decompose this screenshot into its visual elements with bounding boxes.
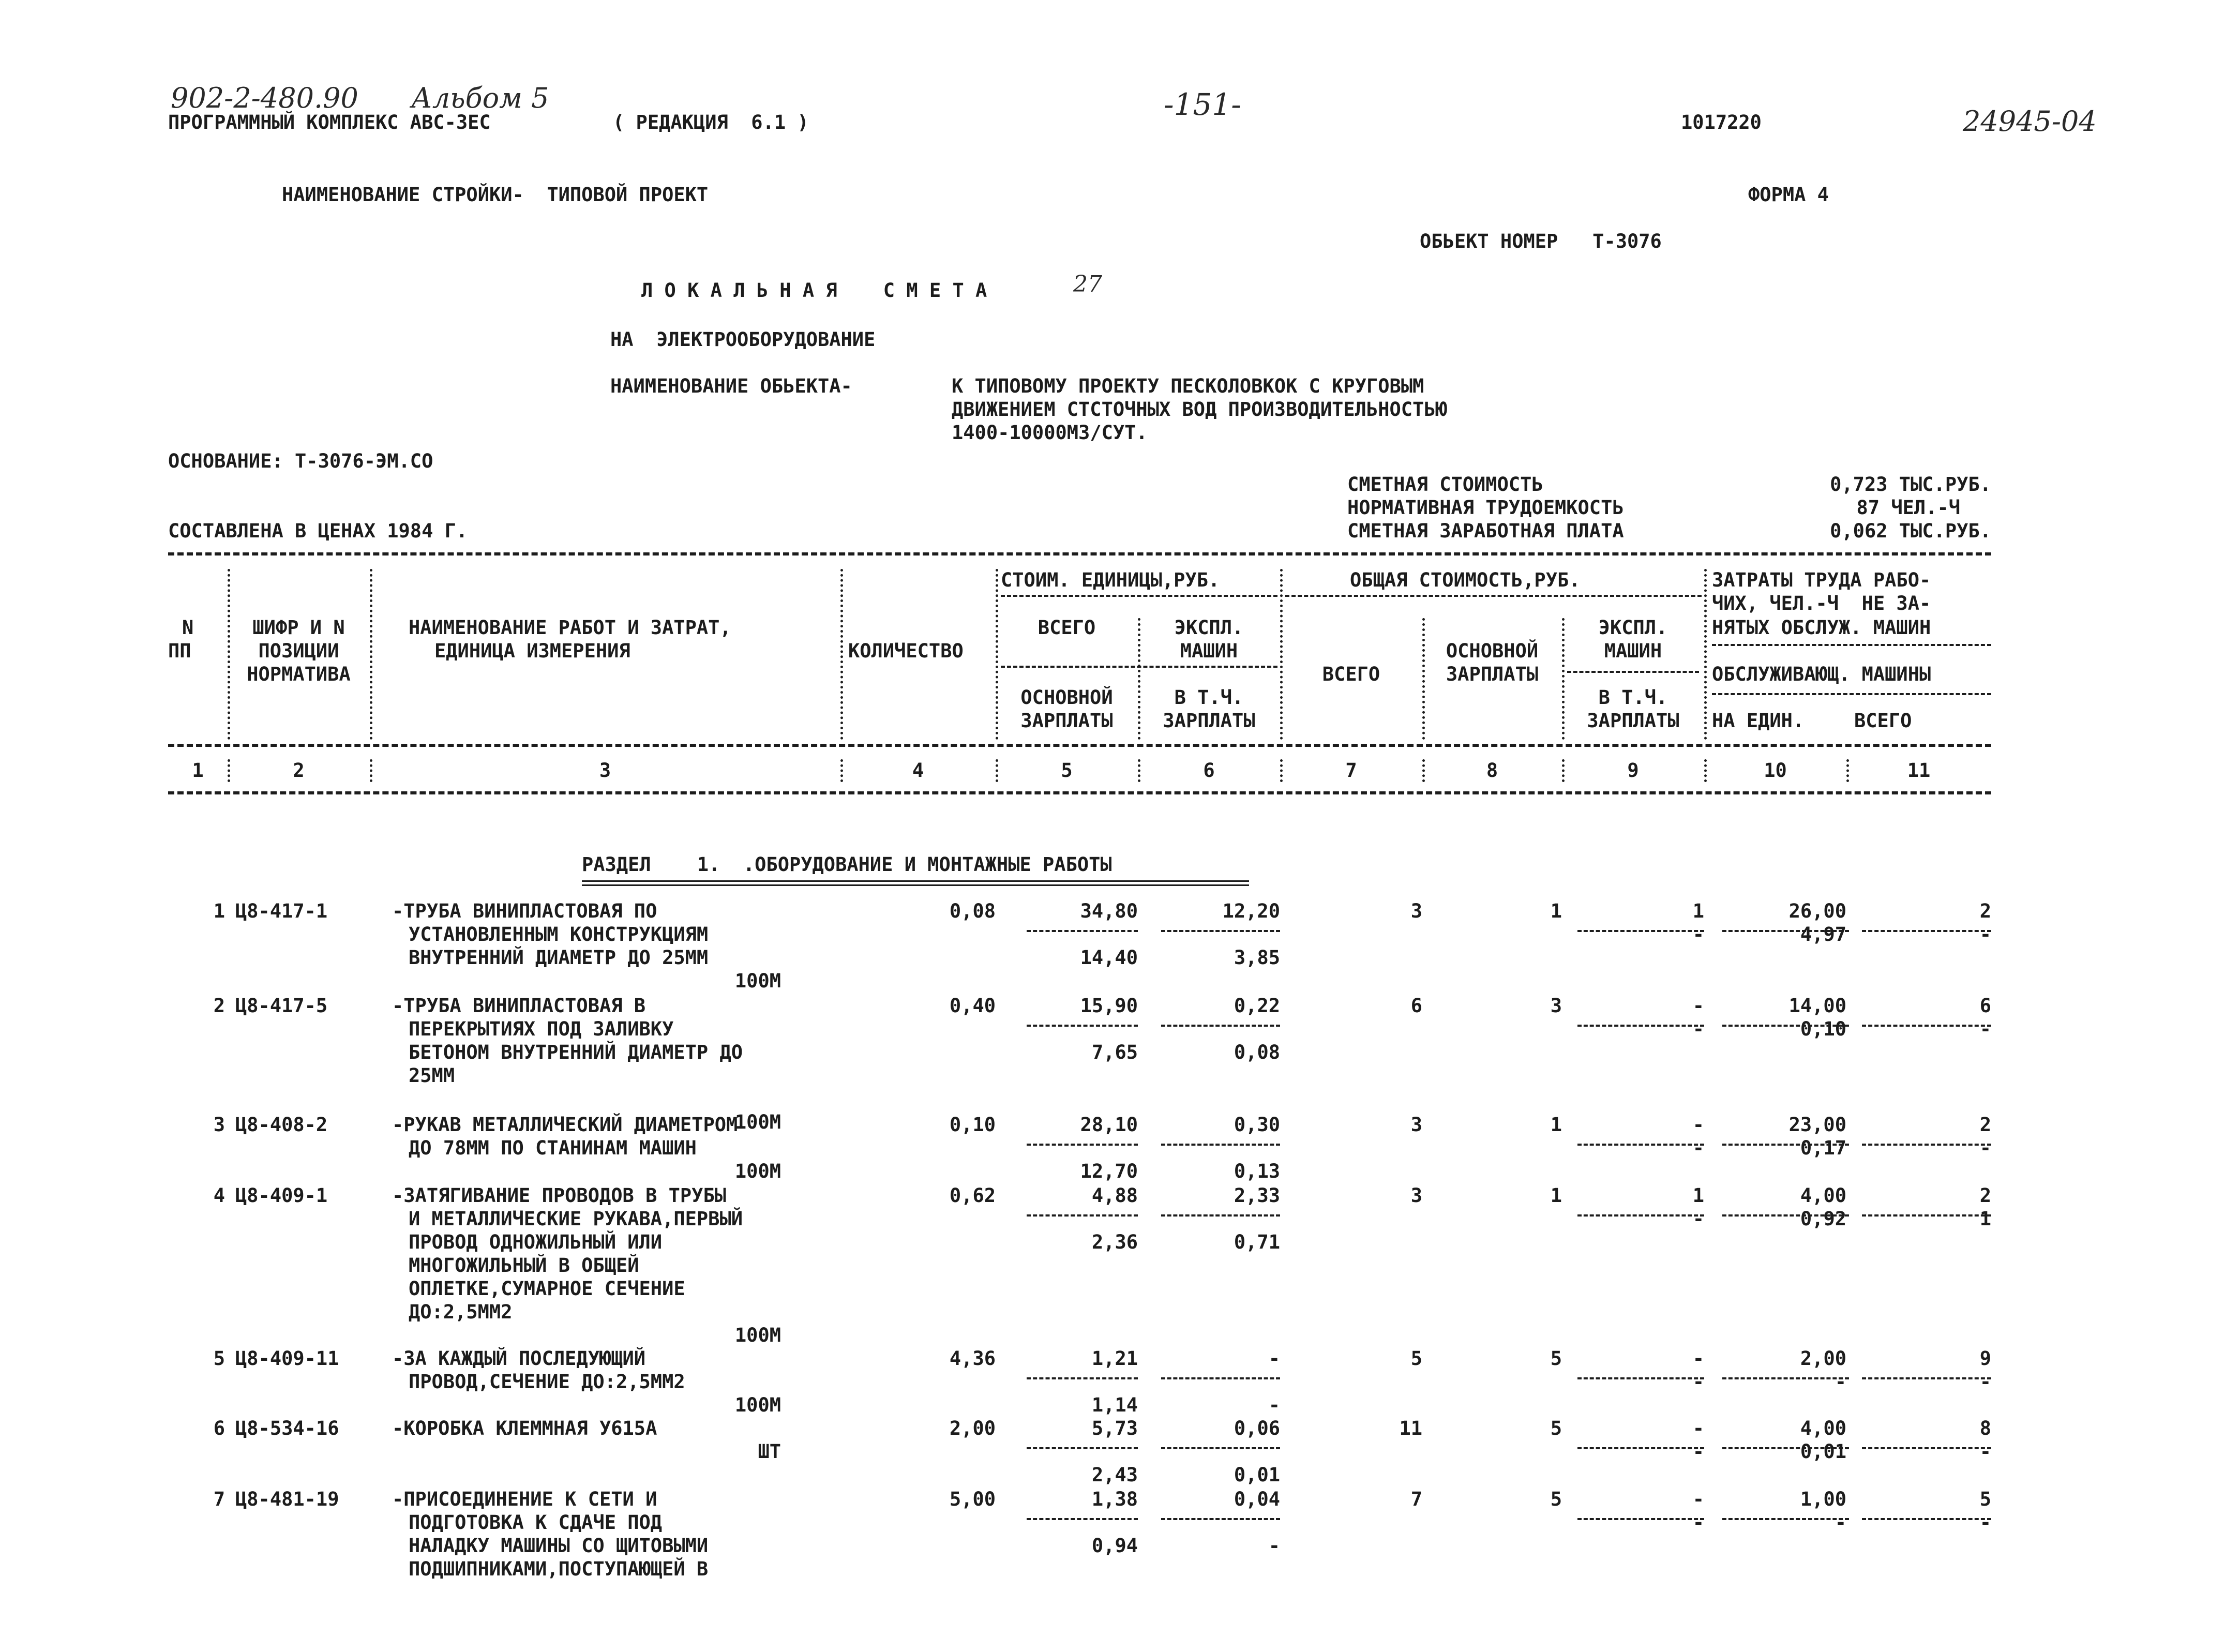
- row-unit-base-wage: 12,70: [1080, 1160, 1138, 1182]
- row-name-line: ПРОВОД,СЕЧЕНИЕ ДО:2,5ММ2: [409, 1371, 685, 1393]
- header-code-3: НОРМАТИВА: [247, 663, 351, 685]
- row-unit-machine-wage: 0,13: [1234, 1160, 1280, 1182]
- col-separator: [370, 569, 372, 740]
- sostavlena: СОСТАВЛЕНА В ЦЕНАХ 1984 Г.: [168, 520, 468, 542]
- row-unit: ШТ: [758, 1440, 781, 1463]
- row-code: Ц8-534-16: [235, 1417, 339, 1439]
- header-sub-rule: [1001, 666, 1277, 668]
- row-labor-total-service: -: [1979, 1137, 1991, 1159]
- row-quantity: 0,40: [949, 995, 996, 1017]
- osnovanie: ОСНОВАНИЕ: Т-3076-ЭМ.СО: [168, 450, 433, 472]
- row-unit-machine-wage: -: [1268, 1535, 1280, 1557]
- row-quantity: 2,00: [949, 1417, 996, 1439]
- row-base-wage: 1: [1550, 1184, 1562, 1207]
- row-machines-wage: -: [1692, 1018, 1704, 1040]
- row-unit-total: 28,10: [1080, 1114, 1138, 1136]
- row-unit-total: 5,73: [1091, 1417, 1138, 1439]
- row-base-wage: 1: [1550, 900, 1562, 922]
- row-base-wage: 5: [1550, 1488, 1562, 1510]
- row-code: Ц8-409-1: [235, 1184, 328, 1207]
- row-total-cost: 6: [1410, 995, 1422, 1017]
- row-quantity: 0,10: [949, 1114, 996, 1136]
- section-underline: [582, 880, 1249, 886]
- row-unit-machine-wage: 0,01: [1234, 1464, 1280, 1486]
- row-name-line: ПРОВОД ОДНОЖИЛЬНЫЙ ИЛИ: [409, 1231, 663, 1253]
- row-unit-base-wage: 7,65: [1091, 1041, 1138, 1063]
- row-total-cost: 3: [1410, 1114, 1422, 1136]
- row-unit-total: 15,90: [1080, 995, 1138, 1017]
- section-title: РАЗДЕЛ 1. .ОБОРУДОВАНИЕ И МОНТАЖНЫЕ РАБОТЫ: [582, 853, 1112, 876]
- row-unit-base-wage: 0,94: [1091, 1535, 1138, 1557]
- row-machines: -: [1692, 1417, 1704, 1439]
- row-total-cost: 7: [1410, 1488, 1422, 1510]
- summary-value-wage: 0,062 ТЫС.РУБ.: [1830, 520, 1991, 542]
- row-labor-per-unit: 4,00: [1800, 1184, 1846, 1207]
- row-labor-total: 2: [1979, 900, 1991, 922]
- cell-divider: [1027, 1377, 1138, 1379]
- row-unit-total: 34,80: [1080, 900, 1138, 922]
- row-name-line: -ЗА КАЖДЫЙ ПОСЛЕДУЮЩИЙ: [392, 1347, 646, 1370]
- cell-divider: [1027, 1025, 1138, 1027]
- header-n: N: [182, 617, 194, 639]
- col-separator: [1704, 759, 1707, 782]
- row-labor-total: 2: [1979, 1184, 1991, 1207]
- col-separator: [840, 569, 843, 740]
- row-unit-machines: 12,20: [1222, 900, 1280, 922]
- column-numbers-rule: [168, 791, 1991, 794]
- header-quantity: КОЛИЧЕСТВО: [848, 640, 964, 662]
- header-sub-rule: [1712, 644, 1991, 646]
- row-unit-total: 1,21: [1091, 1347, 1138, 1370]
- forma: ФОРМА 4: [1748, 184, 1829, 206]
- col-number-3: 3: [599, 759, 611, 782]
- header-vtch-2: ЗАРПЛАТЫ: [1163, 710, 1255, 732]
- row-labor-per-unit-service: 0,92: [1800, 1208, 1846, 1230]
- smeta-subject: НА ЭЛЕКТРООБОРУДОВАНИЕ: [610, 328, 876, 351]
- header-ekspl9-2: МАШИН: [1604, 640, 1662, 662]
- row-labor-per-unit: 4,00: [1800, 1417, 1846, 1439]
- col-number-1: 1: [192, 759, 204, 782]
- cell-divider: [1027, 1144, 1138, 1146]
- row-name-line: БЕТОНОМ ВНУТРЕННИЙ ДИАМЕТР ДО: [409, 1041, 743, 1063]
- row-unit-machines: 0,22: [1234, 995, 1280, 1017]
- row-labor-per-unit: 1,00: [1800, 1488, 1846, 1510]
- row-number: 4: [213, 1184, 225, 1207]
- col-number-11: 11: [1907, 759, 1931, 782]
- row-name-line: -ЗАТЯГИВАНИЕ ПРОВОДОВ В ТРУБЫ: [392, 1184, 727, 1207]
- row-labor-per-unit: 26,00: [1788, 900, 1846, 922]
- header-labor-2: ЧИХ, ЧЕЛ.-Ч НЕ ЗА-: [1712, 592, 1931, 614]
- edition: ( РЕДАКЦИЯ 6.1 ): [613, 111, 809, 133]
- col-separator: [1562, 759, 1565, 782]
- row-labor-total: 2: [1979, 1114, 1991, 1136]
- header-labor-1: ЗАТРАТЫ ТРУДА РАБО-: [1712, 569, 1931, 591]
- row-machines: -: [1692, 1488, 1704, 1510]
- row-unit-machines: 0,04: [1234, 1488, 1280, 1510]
- row-name-line: -ТРУБА ВИНИПЛАСТОВАЯ ПО: [392, 900, 657, 922]
- row-base-wage: 1: [1550, 1114, 1562, 1136]
- header-name-2: ЕДИНИЦА ИЗМЕРЕНИЯ: [434, 640, 630, 662]
- row-quantity: 0,62: [949, 1184, 996, 1207]
- row-code: Ц8-417-5: [235, 995, 328, 1017]
- row-total-cost: 3: [1410, 900, 1422, 922]
- col-number-10: 10: [1764, 759, 1787, 782]
- row-unit: 100М: [734, 1160, 781, 1182]
- row-base-wage: 5: [1550, 1347, 1562, 1370]
- cell-divider: [1027, 1214, 1138, 1217]
- row-number: 7: [213, 1488, 225, 1510]
- header-osn-zp-2: ЗАРПЛАТЫ: [1020, 710, 1113, 732]
- summary-value-labor: 87 ЧЕЛ.-Ч: [1856, 497, 1960, 519]
- header-vtch9-1: В Т.Ч.: [1598, 686, 1668, 709]
- row-code: Ц8-408-2: [235, 1114, 328, 1136]
- header-osnovnoy-2: ЗАРПЛАТЫ: [1446, 663, 1539, 685]
- col-separator: [1280, 569, 1283, 740]
- cell-divider: [1161, 1144, 1280, 1146]
- row-unit-machine-wage: -: [1268, 1394, 1280, 1416]
- header-name-1: НАИМЕНОВАНИЕ РАБОТ И ЗАТРАТ,: [409, 617, 731, 639]
- header-code-1: ШИФР И N: [252, 617, 345, 639]
- album-label: Альбом 5: [411, 82, 549, 114]
- cell-divider: [1161, 1377, 1280, 1379]
- cell-divider: [1161, 1518, 1280, 1520]
- col-number-8: 8: [1486, 759, 1498, 782]
- row-unit: 100М: [734, 970, 781, 992]
- row-quantity: 4,36: [949, 1347, 996, 1370]
- row-labor-per-unit: 23,00: [1788, 1114, 1846, 1136]
- row-unit: 100М: [734, 1394, 781, 1416]
- row-labor-total: 8: [1979, 1417, 1991, 1439]
- header-pp: ПП: [168, 640, 191, 662]
- cell-divider: [1161, 1447, 1280, 1449]
- object-name-1: К ТИПОВОМУ ПРОЕКТУ ПЕСКОЛОВКОК С КРУГОВЫМ: [952, 375, 1424, 397]
- row-labor-per-unit-service: 0,01: [1800, 1440, 1846, 1463]
- cell-divider: [1161, 1025, 1280, 1027]
- row-name-line: МНОГОЖИЛЬНЫЙ В ОБЩЕЙ: [409, 1254, 639, 1276]
- header-per-unit: НА ЕДИН.: [1712, 710, 1805, 732]
- header-bottom-rule: [168, 744, 1991, 747]
- row-name-line: -ПРИСОЕДИНЕНИЕ К СЕТИ И: [392, 1488, 657, 1510]
- col-number-5: 5: [1061, 759, 1073, 782]
- row-machines: 1: [1692, 1184, 1704, 1207]
- row-machines: -: [1692, 1114, 1704, 1136]
- row-labor-total-service: -: [1979, 1440, 1991, 1463]
- object-name-2: ДВИЖЕНИЕМ СТСТОЧНЫХ ВОД ПРОИЗВОДИТЕЛЬНОСТЬЮ: [952, 398, 1447, 420]
- summary-value-cost: 0,723 ТЫС.РУБ.: [1830, 473, 1991, 495]
- row-machines-wage: -: [1692, 1208, 1704, 1230]
- header-ekspl-2: МАШИН: [1180, 640, 1238, 662]
- header-osn-zp-1: ОСНОВНОЙ: [1020, 686, 1113, 709]
- row-labor-total: 6: [1979, 995, 1991, 1017]
- row-machines-wage: -: [1692, 1511, 1704, 1534]
- col-number-9: 9: [1627, 759, 1639, 782]
- row-machines-wage: -: [1692, 1137, 1704, 1159]
- row-labor-per-unit-service: -: [1835, 1371, 1846, 1393]
- cell-divider: [1161, 930, 1280, 932]
- object-name-3: 1400-10000М3/СУТ.: [952, 422, 1148, 444]
- row-name-line: ДО 78ММ ПО СТАНИНАМ МАШИН: [409, 1137, 697, 1159]
- header-labor-4: ОБСЛУЖИВАЮЩ. МАШИНЫ: [1712, 663, 1931, 685]
- header-total-vsego: ВСЕГО: [1322, 663, 1380, 685]
- doc-code-2: 24945-04: [1963, 105, 2097, 138]
- header-ekspl-1: ЭКСПЛ.: [1174, 617, 1244, 639]
- row-labor-per-unit-service: -: [1835, 1511, 1846, 1534]
- row-machines: -: [1692, 1347, 1704, 1370]
- row-machines-wage: -: [1692, 923, 1704, 945]
- cell-divider: [1027, 1518, 1138, 1520]
- row-unit-machines: -: [1268, 1347, 1280, 1370]
- doc-title: Л О К А Л Ь Н А Я С М Е Т А: [641, 279, 987, 302]
- col-separator: [1138, 759, 1140, 782]
- col-separator: [228, 759, 230, 782]
- row-total-cost: 3: [1410, 1184, 1422, 1207]
- row-code: Ц8-481-19: [235, 1488, 339, 1510]
- header-sub-rule: [1285, 595, 1702, 597]
- row-quantity: 5,00: [949, 1488, 996, 1510]
- header-sub-rule: [1001, 595, 1277, 597]
- col-number-2: 2: [293, 759, 305, 782]
- row-unit-base-wage: 14,40: [1080, 947, 1138, 969]
- row-total-cost: 5: [1410, 1347, 1422, 1370]
- row-name-line: -ТРУБА ВИНИПЛАСТОВАЯ В: [392, 995, 646, 1017]
- row-labor-total: 5: [1979, 1488, 1991, 1510]
- header-labor-total: ВСЕГО: [1854, 710, 1912, 732]
- col-separator: [1846, 759, 1849, 782]
- header-vtch-1: В Т.Ч.: [1174, 686, 1244, 709]
- row-name-line: УСТАНОВЛЕННЫМ КОНСТРУКЦИЯМ: [409, 923, 709, 945]
- row-name-line: ПОДШИПНИКАМИ,ПОСТУПАЮЩЕЙ В: [409, 1558, 709, 1580]
- header-vsego: ВСЕГО: [1038, 617, 1096, 639]
- row-code: Ц8-417-1: [235, 900, 328, 922]
- row-number: 5: [213, 1347, 225, 1370]
- row-name-line: -КОРОБКА КЛЕММНАЯ У615А: [392, 1417, 657, 1439]
- row-labor-total-service: -: [1979, 1511, 1991, 1534]
- doc-title-number: 27: [1073, 271, 1102, 297]
- row-unit-machines: 0,06: [1234, 1417, 1280, 1439]
- page-number: -151-: [1164, 87, 1241, 122]
- col-number-6: 6: [1203, 759, 1215, 782]
- col-number-4: 4: [912, 759, 924, 782]
- header-sub-rule: [1712, 693, 1991, 695]
- row-name-line: ОПЛЕТКЕ,СУМАРНОЕ СЕЧЕНИЕ: [409, 1278, 685, 1300]
- row-unit: 100М: [734, 1111, 781, 1133]
- header-vtch9-2: ЗАРПЛАТЫ: [1587, 710, 1679, 732]
- row-labor-total-service: -: [1979, 923, 1991, 945]
- row-name-line: ДО:2,5ММ2: [409, 1301, 513, 1323]
- row-machines: -: [1692, 995, 1704, 1017]
- object-number: ОБЬЕКТ НОМЕР Т-3076: [1420, 230, 1662, 252]
- summary-label-wage: СМЕТНАЯ ЗАРАБОТНАЯ ПЛАТА: [1347, 520, 1624, 542]
- row-labor-per-unit: 14,00: [1788, 995, 1846, 1017]
- row-unit-total: 4,88: [1091, 1184, 1138, 1207]
- row-name-line: ПЕРЕКРЫТИЯХ ПОД ЗАЛИВКУ: [409, 1018, 674, 1040]
- row-unit-machine-wage: 0,08: [1234, 1041, 1280, 1063]
- col-separator: [840, 759, 843, 782]
- header-labor-3: НЯТЫХ ОБСЛУЖ. МАШИН: [1712, 617, 1931, 639]
- row-labor-per-unit-service: 0,10: [1800, 1018, 1846, 1040]
- object-label: НАИМЕНОВАНИЕ ОБЬЕКТА-: [610, 375, 852, 397]
- cell-divider: [1161, 1214, 1280, 1217]
- cell-divider: [1027, 930, 1138, 932]
- row-unit-base-wage: 2,43: [1091, 1464, 1138, 1486]
- summary-label-labor: НОРМАТИВНАЯ ТРУДОЕМКОСТЬ: [1347, 497, 1624, 519]
- col-number-7: 7: [1345, 759, 1357, 782]
- row-unit: 100М: [734, 1324, 781, 1346]
- col-separator: [1280, 759, 1283, 782]
- row-labor-per-unit-service: 4,97: [1800, 923, 1846, 945]
- header-sub-rule: [1567, 671, 1699, 673]
- row-labor-total: 9: [1979, 1347, 1991, 1370]
- header-osnovnoy-1: ОСНОВНОЙ: [1446, 640, 1539, 662]
- doc-code: 902-2-480.90: [171, 82, 358, 114]
- cell-divider: [1027, 1447, 1138, 1449]
- row-unit-machine-wage: 3,85: [1234, 947, 1280, 969]
- doc-code-1: 1017220: [1681, 111, 1762, 133]
- row-number: 3: [213, 1114, 225, 1136]
- row-labor-total-service: -: [1979, 1018, 1991, 1040]
- row-labor-per-unit: 2,00: [1800, 1347, 1846, 1370]
- row-unit-machine-wage: 0,71: [1234, 1231, 1280, 1253]
- row-machines: 1: [1692, 900, 1704, 922]
- complex-name: ПРОГРАММНЫЙ КОМПЛЕКС АВС-3ЕС: [168, 111, 491, 133]
- row-quantity: 0,08: [949, 900, 996, 922]
- row-name-line: ВНУТРЕННИЙ ДИАМЕТР ДО 25ММ: [409, 947, 709, 969]
- header-ekspl9-1: ЭКСПЛ.: [1598, 617, 1668, 639]
- row-name-line: НАЛАДКУ МАШИНЫ СО ЩИТОВЫМИ: [409, 1535, 709, 1557]
- col-separator: [996, 759, 998, 782]
- col-separator: [1422, 759, 1425, 782]
- row-unit-machines: 2,33: [1234, 1184, 1280, 1207]
- row-machines-wage: -: [1692, 1440, 1704, 1463]
- row-machines-wage: -: [1692, 1371, 1704, 1393]
- row-labor-total-service: -: [1979, 1371, 1991, 1393]
- row-number: 2: [213, 995, 225, 1017]
- row-number: 6: [213, 1417, 225, 1439]
- col-separator: [370, 759, 372, 782]
- header-code-2: ПОЗИЦИИ: [258, 640, 339, 662]
- row-total-cost: 11: [1399, 1417, 1422, 1439]
- col-separator: [1704, 569, 1707, 740]
- table-top-rule: [168, 552, 1991, 555]
- header-unit-cost: СТОИМ. ЕДИНИЦЫ,РУБ.: [1001, 569, 1220, 591]
- row-name-line: ПОДГОТОВКА К СДАЧЕ ПОД: [409, 1511, 663, 1534]
- row-labor-total-service: 1: [1979, 1208, 1991, 1230]
- row-unit-base-wage: 1,14: [1091, 1394, 1138, 1416]
- row-base-wage: 5: [1550, 1417, 1562, 1439]
- row-unit-total: 1,38: [1091, 1488, 1138, 1510]
- row-name-line: И МЕТАЛЛИЧЕСКИЕ РУКАВА,ПЕРВЫЙ: [409, 1208, 743, 1230]
- row-unit-machines: 0,30: [1234, 1114, 1280, 1136]
- row-number: 1: [213, 900, 225, 922]
- row-name-line: 25ММ: [409, 1064, 455, 1087]
- header-total-cost: ОБЩАЯ СТОИМОСТЬ,РУБ.: [1350, 569, 1581, 591]
- row-unit-base-wage: 2,36: [1091, 1231, 1138, 1253]
- stroika: НАИМЕНОВАНИЕ СТРОЙКИ- ТИПОВОЙ ПРОЕКТ: [282, 184, 709, 206]
- summary-label-cost: СМЕТНАЯ СТОИМОСТЬ: [1347, 473, 1543, 495]
- row-labor-per-unit-service: 0,17: [1800, 1137, 1846, 1159]
- row-code: Ц8-409-11: [235, 1347, 339, 1370]
- row-name-line: -РУКАВ МЕТАЛЛИЧЕСКИЙ ДИАМЕТРОМ: [392, 1114, 738, 1136]
- row-base-wage: 3: [1550, 995, 1562, 1017]
